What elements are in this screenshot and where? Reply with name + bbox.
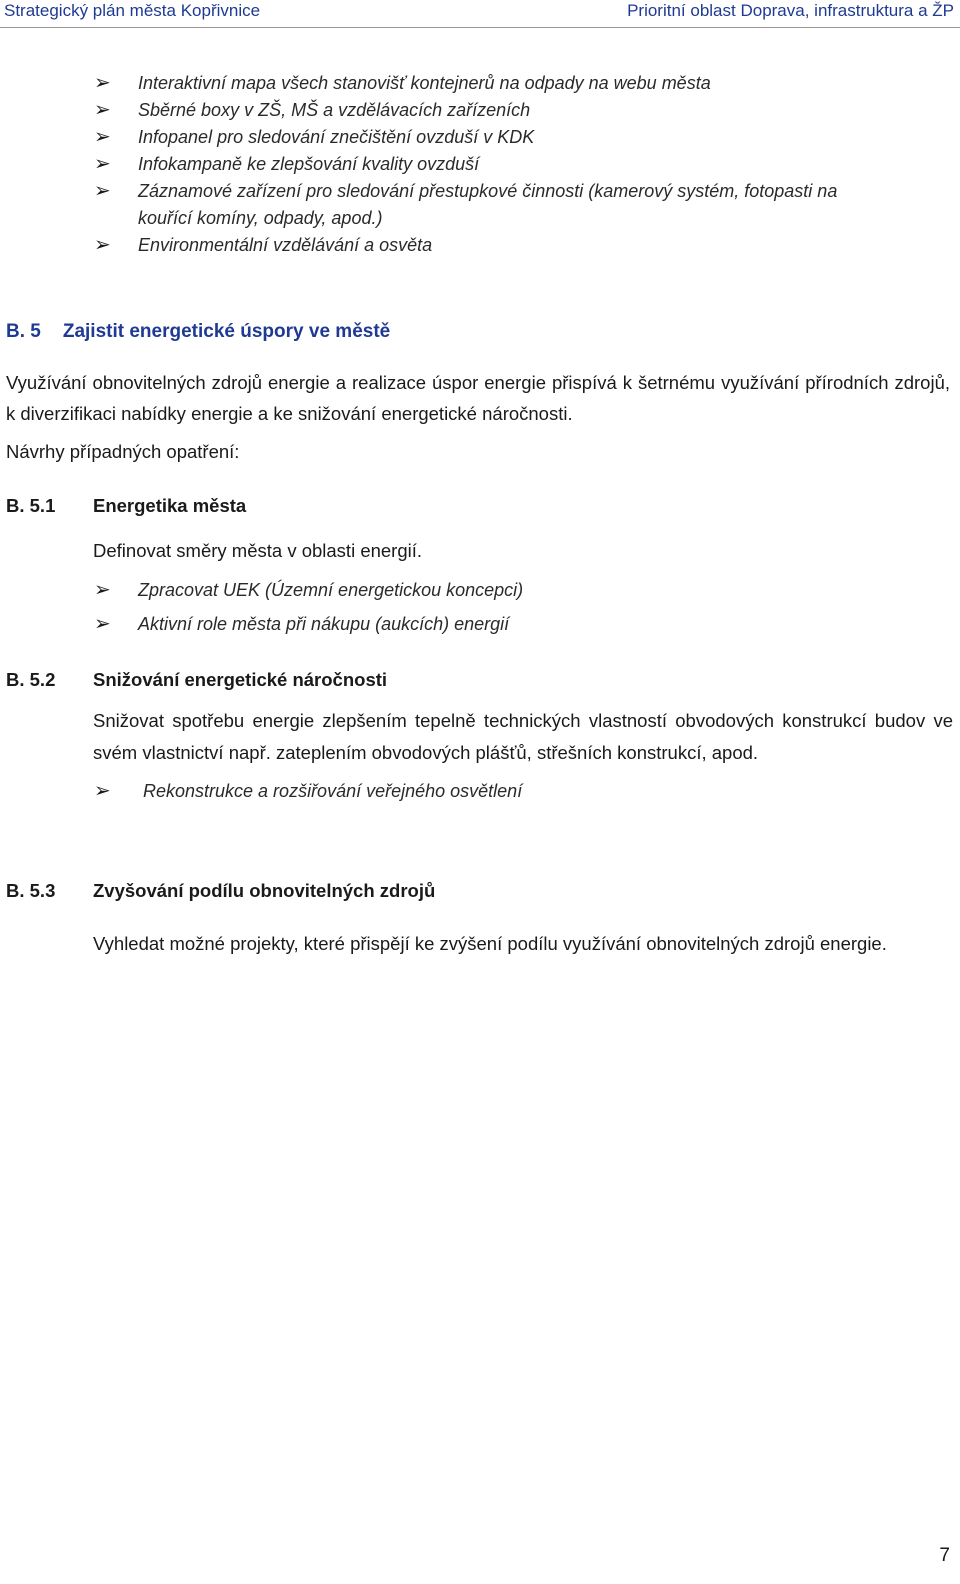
list-item-continuation: kouřící komíny, odpady, apod.): [138, 208, 383, 228]
page-number: 7: [939, 1545, 950, 1566]
subsection-bullet-list: [0, 778, 960, 805]
subsection-text: Definovat směry města v oblasti energií.: [93, 540, 423, 561]
list-item: ➢ Environmentální vzdělávání a osvěta: [94, 234, 433, 256]
subsection-number: B. 5.2: [6, 669, 56, 690]
subsection-title: Snižování energetické náročnosti: [93, 669, 388, 690]
top-bullet-list: [0, 70, 960, 259]
subsection-text: Snižovat spotřebu energie zlepšením tepelně technických vlastností obvodových konstrukcí budov ve svém vlastnictví např. zateplením obvodových plášťů, střešních konstrukcí, apod.: [93, 710, 953, 763]
section-number: B. 5: [6, 321, 41, 342]
proposals-label: Návrhy případných opatření:: [6, 441, 240, 462]
document-title: Strategický plán města Kopřivnice: [4, 1, 261, 20]
arrow-bullet-icon: ➢: [94, 153, 111, 175]
header-rule: [0, 27, 960, 28]
arrow-bullet-icon: ➢: [94, 613, 111, 635]
arrow-bullet-icon: ➢: [94, 579, 111, 601]
subsection-bullet-list: [0, 573, 960, 641]
section-heading-text: Zajistit energetické úspory ve městě: [62, 321, 391, 342]
section-title-header: Prioritní oblast Doprava, infrastruktura a ŽP: [627, 1, 954, 20]
list-item: ➢ Zpracovat UEK (Územní energetickou koncepci): [94, 579, 524, 601]
list-item: ➢ Infokampaně ke zlepšování kvality ovzduší: [94, 153, 480, 175]
arrow-bullet-icon: ➢: [94, 126, 111, 148]
arrow-bullet-icon: ➢: [94, 72, 111, 94]
subsection-number: B. 5.1: [6, 495, 56, 516]
list-item: ➢ Rekonstrukce a rozšiřování veřejného osvětlení: [94, 780, 523, 802]
subsection-number: B. 5.3: [6, 880, 56, 901]
section-paragraph: Využívání obnovitelných zdrojů energie a realizace úspor energie přispívá k šetrnému využívání přírodních zdrojů, k diverzifikaci nabídky energie a ke snižování energetické náročnosti.: [6, 372, 950, 424]
subsection-title: Energetika města: [93, 495, 247, 516]
list-item: ➢ Infopanel pro sledování znečištění ovzduší v KDK: [94, 126, 535, 148]
arrow-bullet-icon: ➢: [94, 234, 111, 256]
arrow-bullet-icon: ➢: [94, 99, 111, 121]
arrow-bullet-icon: ➢: [94, 780, 111, 802]
subsection-text: Vyhledat možné projekty, které přispějí ke zvýšení podílu využívání obnovitelných zdrojů energie.: [93, 933, 887, 954]
arrow-bullet-icon: ➢: [94, 180, 111, 202]
list-item: ➢ Záznamové zařízení pro sledování přestupkové činnosti (kamerový systém, fotopasti na: [94, 180, 838, 202]
page-header: [0, 0, 960, 28]
subsection-title: Zvyšování podílu obnovitelných zdrojů: [93, 880, 436, 901]
list-item: ➢ Interaktivní mapa všech stanovišť kontejnerů na odpady na webu města: [94, 72, 711, 94]
section-heading: [6, 321, 390, 343]
list-item: ➢ Aktivní role města při nákupu (aukcích) energií: [94, 613, 510, 635]
list-item: ➢ Sběrné boxy v ZŠ, MŠ a vzdělávacích zařízeních: [94, 99, 531, 121]
